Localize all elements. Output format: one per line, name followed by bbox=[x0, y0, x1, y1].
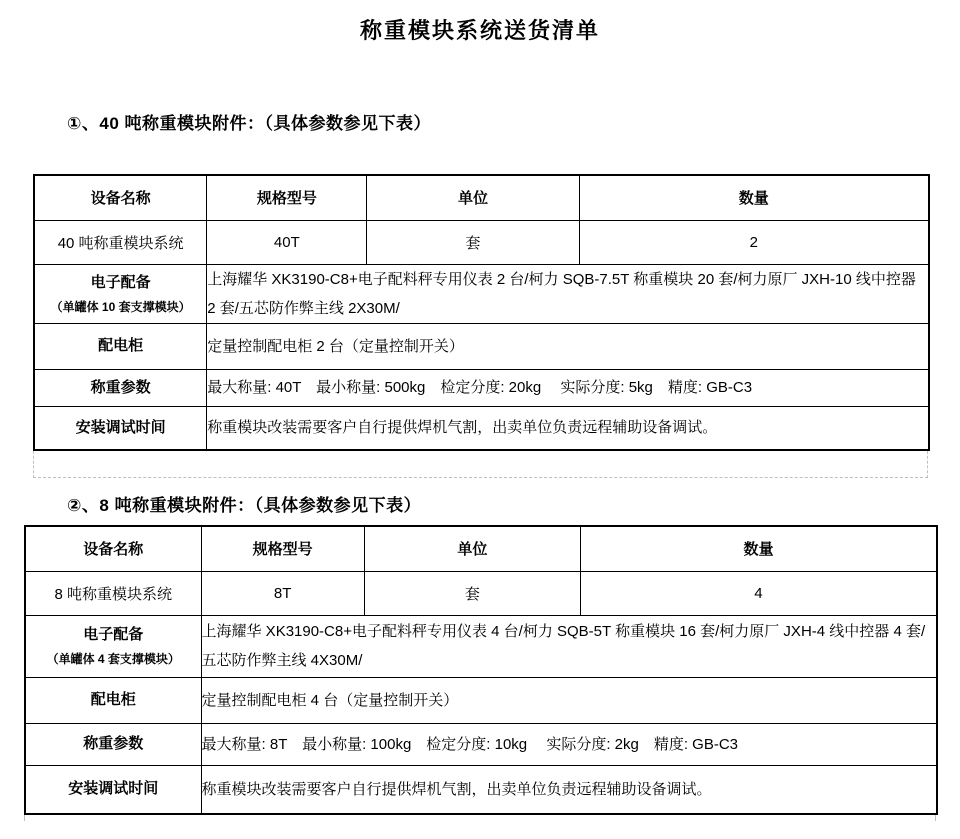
page-title: 称重模块系统送货清单 bbox=[359, 18, 600, 43]
delivery-table-8t bbox=[24, 525, 938, 815]
electronics-content: 上海耀华 XK3190-C8+电子配料秤专用仪表 2 台/柯力 SQB-7.5T 称重模块 20 套/柯力原厂 JXH-10 线中控器 2 套/五芯防作弊主线 2X30M/ bbox=[207, 264, 929, 323]
cabinet-content: 定量控制配电柜 4 台（定量控制开关） bbox=[201, 677, 937, 723]
table-header-row bbox=[34, 175, 929, 220]
header-quantity: 数量 bbox=[579, 175, 929, 220]
electronics-label: 电子配备 bbox=[90, 273, 151, 291]
section-1-heading: ①、40 吨称重模块附件：（具体参数参见下表） bbox=[67, 114, 432, 133]
electronics-label-cell bbox=[25, 615, 201, 677]
cabinet-label: 配电柜 bbox=[34, 323, 207, 369]
product-row bbox=[34, 220, 929, 264]
header-unit: 单位 bbox=[364, 526, 580, 571]
electronics-label-cell bbox=[34, 264, 207, 323]
cabinet-row bbox=[25, 677, 937, 723]
install-row bbox=[25, 765, 937, 814]
install-label: 安装调试时间 bbox=[34, 406, 207, 450]
parameters-row bbox=[34, 369, 929, 406]
product-row bbox=[25, 571, 937, 615]
install-row bbox=[34, 406, 929, 450]
electronics-content: 上海耀华 XK3190-C8+电子配料秤专用仪表 4 台/柯力 SQB-5T 称重模块 16 套/柯力原厂 JXH-4 线中控器 4 套/五芯防作弊主线 4X30M/ bbox=[201, 615, 937, 677]
parameters-label: 称重参数 bbox=[34, 369, 207, 406]
product-unit: 套 bbox=[367, 220, 579, 264]
parameters-row bbox=[25, 723, 937, 765]
parameters-content: 最大称量: 8T 最小称量: 100kg 检定分度: 10kg 实际分度: 2kg 精度: GB-C3 bbox=[201, 723, 937, 765]
electronics-row bbox=[34, 264, 929, 323]
document-page bbox=[0, 14, 960, 821]
install-label: 安装调试时间 bbox=[25, 765, 201, 814]
cabinet-row bbox=[34, 323, 929, 369]
header-quantity: 数量 bbox=[580, 526, 937, 571]
header-spec-model: 规格型号 bbox=[207, 175, 367, 220]
product-qty: 2 bbox=[579, 220, 929, 264]
table-end-marker-2 bbox=[24, 815, 936, 821]
delivery-table-40t bbox=[33, 174, 930, 451]
electronics-sublabel: （单罐体 4 套支撑模块） bbox=[46, 652, 180, 666]
parameters-content: 最大称量: 40T 最小称量: 500kg 检定分度: 20kg 实际分度: 5kg 精度: GB-C3 bbox=[207, 369, 929, 406]
header-device-name: 设备名称 bbox=[25, 526, 201, 571]
table-header-row bbox=[25, 526, 937, 571]
electronics-row bbox=[25, 615, 937, 677]
header-spec-model: 规格型号 bbox=[201, 526, 364, 571]
cabinet-content: 定量控制配电柜 2 台（定量控制开关） bbox=[207, 323, 929, 369]
header-unit: 单位 bbox=[367, 175, 579, 220]
product-model: 8T bbox=[201, 571, 364, 615]
product-name: 40 吨称重模块系统 bbox=[34, 220, 207, 264]
electronics-sublabel: （单罐体 10 套支撑模块） bbox=[50, 299, 191, 314]
parameters-label: 称重参数 bbox=[25, 723, 201, 765]
product-qty: 4 bbox=[580, 571, 937, 615]
product-model: 40T bbox=[207, 220, 367, 264]
install-content: 称重模块改装需要客户自行提供焊机气割，出卖单位负责远程辅助设备调试。 bbox=[207, 406, 929, 450]
electronics-label: 电子配备 bbox=[83, 626, 144, 643]
table-end-marker-1 bbox=[33, 451, 928, 478]
product-unit: 套 bbox=[364, 571, 580, 615]
section-2-heading: ②、8 吨称重模块附件：（具体参数参见下表） bbox=[67, 496, 422, 515]
product-name: 8 吨称重模块系统 bbox=[25, 571, 201, 615]
cabinet-label: 配电柜 bbox=[25, 677, 201, 723]
install-content: 称重模块改装需要客户自行提供焊机气割，出卖单位负责远程辅助设备调试。 bbox=[201, 765, 937, 814]
header-device-name: 设备名称 bbox=[34, 175, 207, 220]
